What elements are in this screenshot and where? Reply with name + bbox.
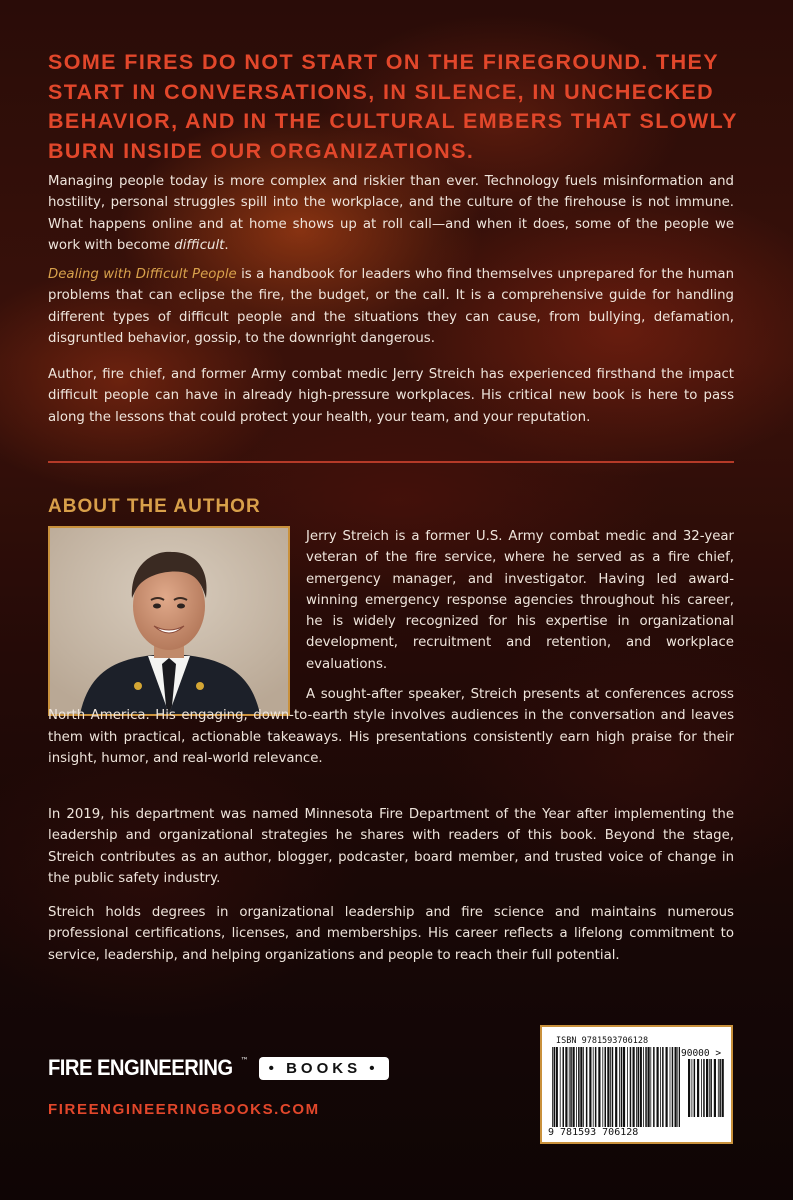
barcode-bar	[679, 1047, 680, 1131]
trademark-symbol: ™	[240, 1056, 249, 1065]
barcode-bar	[660, 1047, 661, 1131]
barcode-bar	[586, 1047, 588, 1131]
barcode-bar	[714, 1059, 716, 1117]
about-author-heading: ABOUT THE AUTHOR	[48, 496, 261, 517]
barcode-bar	[672, 1047, 674, 1131]
barcode-bar	[621, 1047, 623, 1131]
barcode-bar	[576, 1047, 577, 1131]
barcode-bar	[653, 1047, 655, 1131]
barcode-bar	[694, 1059, 696, 1117]
barcode-bar	[570, 1047, 572, 1131]
intro-p1-end: .	[224, 237, 229, 253]
barcode-bar	[692, 1059, 693, 1117]
headline-line-2: START IN CONVERSATIONS, IN SILENCE, IN UNCHECKED	[48, 79, 715, 104]
barcode-bar	[650, 1047, 651, 1131]
books-badge: • BOOKS •	[259, 1057, 389, 1080]
barcode-bar	[718, 1059, 719, 1117]
intro-paragraph-1	[48, 171, 734, 256]
barcode-bar	[627, 1047, 628, 1131]
barcode-bar	[560, 1047, 561, 1131]
barcode-bar	[630, 1047, 632, 1131]
about-paragraph-1: Jerry Streich is a former U.S. Army combat medic and 32-year veteran of the fire service, where he served as a fire chief, emergency manager, and investigator. Having led award-winning emergency response agencies throughout his career, he is widely recognized for his expertise in organizational development, recruitment and retention, and workplace evaluations.	[306, 529, 734, 672]
barcode-bar	[703, 1059, 705, 1117]
barcode-bar	[670, 1047, 671, 1131]
barcode-bar	[595, 1047, 597, 1131]
barcode-bar	[580, 1047, 582, 1131]
isbn-label: ISBN 9781593706128	[556, 1036, 649, 1046]
barcode-bar	[565, 1047, 567, 1131]
barcode-bar	[619, 1047, 620, 1131]
intro-p1-text: Managing people today is more complex and riskier than ever. Technology fuels misinformation and hostility, personal struggles spill into the workplace, and the culture of the firehouse is not immune. What happens online and at home shows up at roll call—and when it does, some of the people we work with become	[48, 174, 734, 253]
barcode-bar	[605, 1047, 607, 1131]
barcode-bar	[662, 1047, 664, 1131]
barcode-bar	[701, 1059, 702, 1117]
barcode-bars	[552, 1047, 680, 1131]
barcode-bar	[612, 1047, 614, 1131]
barcode-bar	[623, 1047, 625, 1131]
barcode-bar	[563, 1047, 565, 1131]
book-title: Dealing with Difficult People	[48, 267, 237, 282]
barcode-bar	[610, 1047, 611, 1131]
barcode-bar	[719, 1059, 721, 1117]
barcode-bar	[589, 1047, 591, 1131]
barcode-bar	[593, 1047, 594, 1131]
barcode-bar	[722, 1059, 724, 1117]
barcode-addon-number: 90000 >	[681, 1048, 722, 1059]
barcode-bar	[638, 1047, 640, 1131]
barcode-bar	[675, 1047, 677, 1131]
section-divider	[48, 461, 734, 463]
barcode-bar	[556, 1047, 558, 1131]
intro-paragraph-3: Author, fire chief, and former Army combat medic Jerry Streich has experienced firsthand the impact difficult people can have in already high-pressure workplaces. His critical new book is here to pass along the lessons that could protect your health, your team, and your reputation.	[48, 367, 734, 425]
intro-p1-emphasis: difficult	[174, 237, 225, 253]
barcode-bar	[688, 1059, 690, 1117]
isbn-barcode	[540, 1025, 733, 1144]
barcode-bar	[633, 1047, 635, 1131]
barcode-bar	[569, 1047, 570, 1131]
barcode-bar	[552, 1047, 553, 1131]
barcode-bar	[607, 1047, 609, 1131]
barcode-bar	[648, 1047, 650, 1131]
barcode-digit-prefix: 9	[548, 1127, 555, 1138]
barcode-bar	[709, 1059, 710, 1117]
about-paragraph-2: A sought-after speaker, Streich presents at conferences across North America. His engaging, down-to-earth style involves audiences in the conversation and leaves them with practical, actionable takeaways. His presentations consistently earn high praise for their insight, humor, and real-world relevance.	[48, 687, 734, 766]
back-cover-headline	[48, 48, 748, 166]
barcode-bar	[615, 1047, 617, 1131]
barcode-bar	[583, 1047, 584, 1131]
publisher-name: FIRE ENGINEERING	[48, 1055, 233, 1080]
barcode-bar	[657, 1047, 659, 1131]
publisher-website-link[interactable]: FIREENGINEERINGBOOKS.COM	[48, 1101, 320, 1118]
barcode-bar	[578, 1047, 580, 1131]
headline-line-1: SOME FIRES DO NOT START ON THE FIREGROUND. THEY	[48, 50, 720, 74]
barcode-addon-bars	[688, 1059, 726, 1117]
about-paragraph-3: In 2019, his department was named Minnesota Fire Department of the Year after implementing the leadership and organizational strategies he shares with readers of this book. Beyond the stage, Streich contributes as an author, blogger, podcaster, board member, and trusted voice of change in the public safety industry.	[48, 807, 734, 886]
intro-paragraph-2	[48, 264, 734, 349]
barcode-bar	[640, 1047, 642, 1131]
barcode-bar	[666, 1047, 668, 1131]
barcode-bar	[710, 1059, 712, 1117]
barcode-digit-group-1: 781593	[560, 1127, 597, 1138]
publisher-logo	[48, 1053, 389, 1083]
barcode-bar	[645, 1047, 647, 1131]
barcode-digit-group-2: 706128	[602, 1127, 639, 1138]
barcode-bar	[643, 1047, 644, 1131]
about-paragraph-4: Streich holds degrees in organizational leadership and fire science and maintains numerous professional certifications, licenses, and memberships. His career reflects a lifelong commitment to service, leadership, and helping organizations and people to reach their full potential.	[48, 905, 734, 963]
barcode-bar	[554, 1047, 556, 1131]
barcode-bar	[677, 1047, 678, 1131]
intro-p2-text: is a handbook for leaders who find themselves unprepared for the human problems that can eclipse the fire, the budget, or the call. It is a comprehensive guide for handling different types of difficult people and the situations they can cause, from bullying, defamation, disgruntled behavior, gossip, to the downright dangerous.	[48, 267, 734, 346]
barcode-bar	[573, 1047, 575, 1131]
headline-line-3: BEHAVIOR, AND IN THE CULTURAL EMBERS THAT SLOWLY	[48, 109, 738, 133]
barcode-bar	[636, 1047, 637, 1131]
barcode-bar	[706, 1059, 708, 1117]
barcode-digits	[548, 1127, 688, 1138]
headline-line-4: BURN INSIDE OUR ORGANIZATIONS.	[48, 138, 475, 163]
barcode-bar	[697, 1059, 699, 1117]
barcode-bar	[598, 1047, 600, 1131]
barcode-bar	[602, 1047, 603, 1131]
